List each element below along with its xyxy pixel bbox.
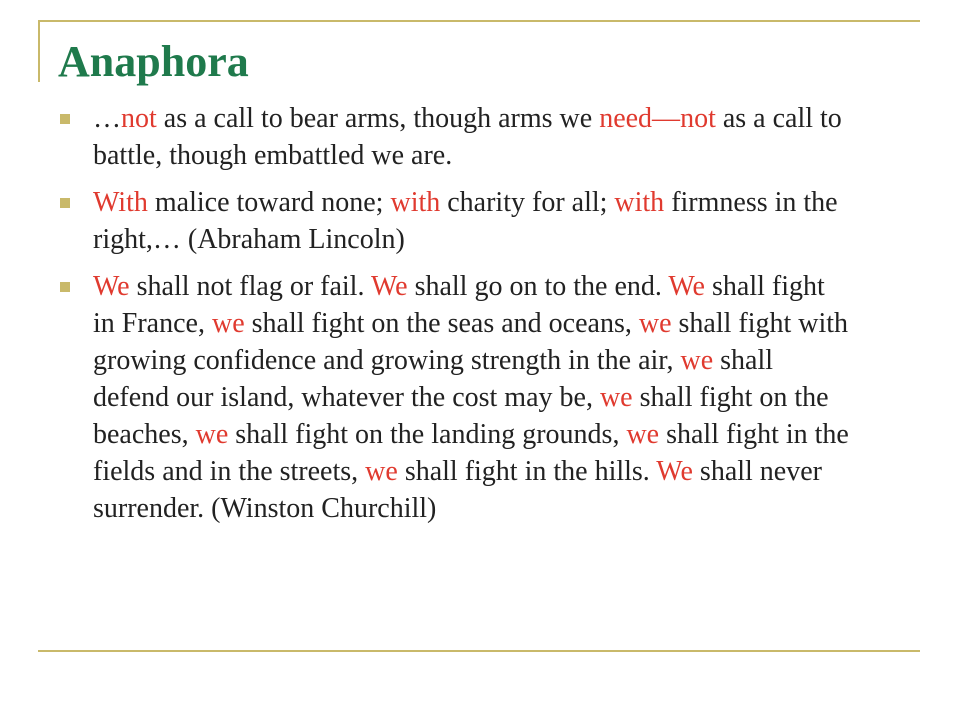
- bullet-text: as a call to battle, though embattled we are.: [93, 103, 842, 171]
- anaphora-highlight: not: [680, 103, 716, 134]
- anaphora-highlight: with: [390, 187, 441, 218]
- left-border-line: [38, 20, 40, 82]
- bullet-text: shall defend our island, whatever the cost may be,: [93, 345, 774, 413]
- anaphora-highlight: We: [370, 271, 408, 302]
- anaphora-highlight: we: [195, 419, 229, 450]
- bullet-item: [60, 100, 850, 174]
- bullet-square-icon: [60, 198, 70, 208]
- anaphora-highlight: we: [638, 308, 672, 339]
- bullet-square-icon: [60, 114, 70, 124]
- bullet-text: shall fight in the hills.: [397, 456, 657, 487]
- bullet-text: shall fight on the landing grounds,: [228, 419, 627, 450]
- bullet-list: [60, 100, 850, 537]
- anaphora-highlight: not: [121, 103, 157, 134]
- bullet-item: [60, 268, 850, 527]
- bullet-text: shall go on to the end.: [407, 271, 669, 302]
- bullet-text: shall fight on the seas and oceans,: [244, 308, 639, 339]
- bullet-text: shall never surrender. (Winston Churchill): [93, 456, 822, 524]
- bullet-text: shall fight on the beaches,: [93, 382, 829, 450]
- anaphora-highlight: we: [626, 419, 660, 450]
- bullet-text: malice toward none;: [147, 187, 391, 218]
- bullet-square-icon: [60, 282, 70, 292]
- bullet-item: [60, 184, 850, 258]
- anaphora-highlight: with: [614, 187, 665, 218]
- anaphora-highlight: we: [365, 456, 398, 487]
- anaphora-highlight: need—: [599, 103, 681, 134]
- bullet-text: …: [93, 103, 121, 134]
- anaphora-highlight: We: [656, 456, 693, 487]
- bullet-text: as a call to bear arms, though arms we: [156, 103, 600, 134]
- slide-title: Anaphora: [58, 37, 249, 86]
- anaphora-highlight: With: [93, 187, 148, 218]
- anaphora-highlight: We: [93, 271, 130, 302]
- bullet-text: shall not flag or fail.: [129, 271, 371, 302]
- anaphora-highlight: we: [211, 308, 245, 339]
- top-border-line: [38, 20, 920, 22]
- anaphora-highlight: we: [680, 345, 714, 376]
- anaphora-highlight: we: [599, 382, 633, 413]
- bullet-text: shall fight with growing confidence and growing strength in the air,: [93, 308, 849, 376]
- bullet-text: firmness in the right,… (Abraham Lincoln): [93, 187, 838, 255]
- bullet-text: charity for all;: [440, 187, 615, 218]
- bullet-text: shall fight in France,: [93, 271, 825, 339]
- bottom-border-line: [38, 650, 920, 652]
- bullet-text: shall fight in the fields and in the streets,: [93, 419, 849, 487]
- anaphora-highlight: We: [668, 271, 705, 302]
